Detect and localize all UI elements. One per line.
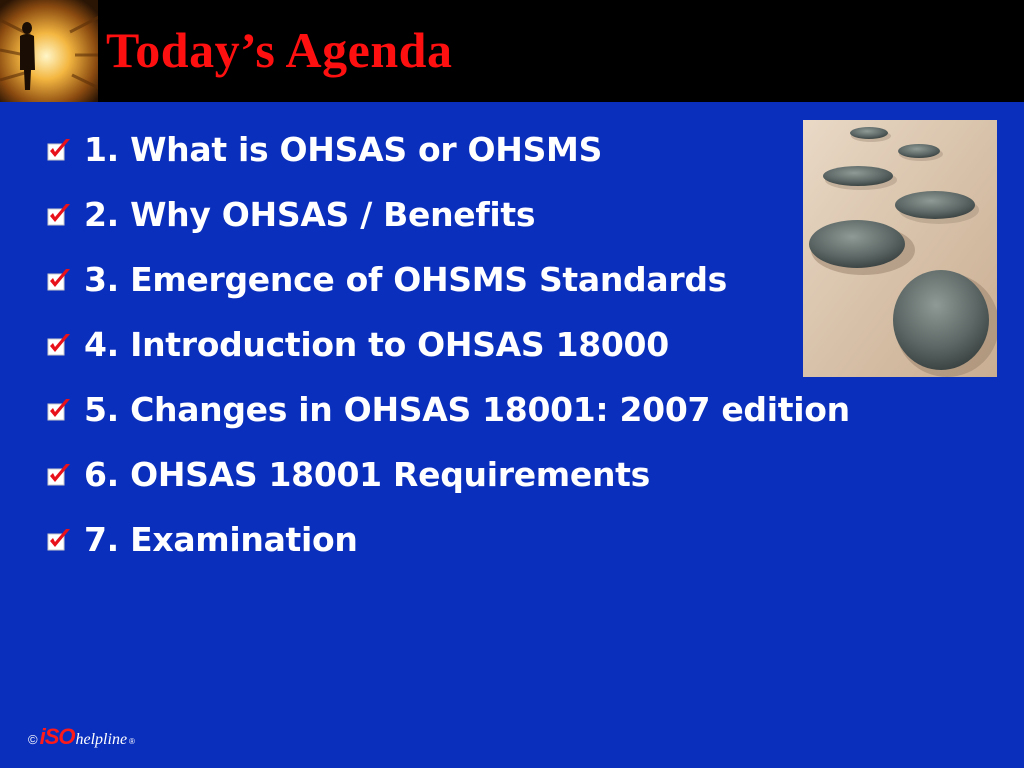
checkbox-check-icon [46,396,74,424]
checkbox-check-icon [46,526,74,554]
agenda-item-2 [46,182,850,247]
checkbox-check-icon [46,461,74,489]
agenda-item-6 [46,442,850,507]
registered-mark: ® [129,737,135,746]
agenda-item-label: 2. Why OHSAS / Benefits [84,195,536,234]
slide-title: Today’s Agenda [106,22,453,78]
agenda-item-label: 1. What is OHSAS or OHSMS [84,130,603,169]
logo-iso-text: iSO [39,724,75,749]
title-bar [0,0,1024,102]
agenda-item-3 [46,247,850,312]
checkbox-check-icon [46,266,74,294]
agenda-list [46,117,850,572]
agenda-item-label: 6. OHSAS 18001 Requirements [84,455,650,494]
agenda-item-label: 5. Changes in OHSAS 18001: 2007 edition [84,390,850,429]
stepping-stones-image [803,120,997,377]
agenda-item-label: 7. Examination [84,520,358,559]
agenda-item-5 [46,377,850,442]
agenda-item-1 [46,117,850,182]
logo-helpline-text: helpline [75,731,128,748]
checkbox-check-icon [46,331,74,359]
agenda-item-7 [46,507,850,572]
agenda-item-label: 4. Introduction to OHSAS 18000 [84,325,669,364]
agenda-item-4 [46,312,850,377]
agenda-item-label: 3. Emergence of OHSMS Standards [84,260,727,299]
isohelpline-logo [28,724,135,754]
doorway-figure-image [0,0,103,102]
checkbox-check-icon [46,136,74,164]
copyright-mark: © [28,732,38,747]
checkbox-check-icon [46,201,74,229]
